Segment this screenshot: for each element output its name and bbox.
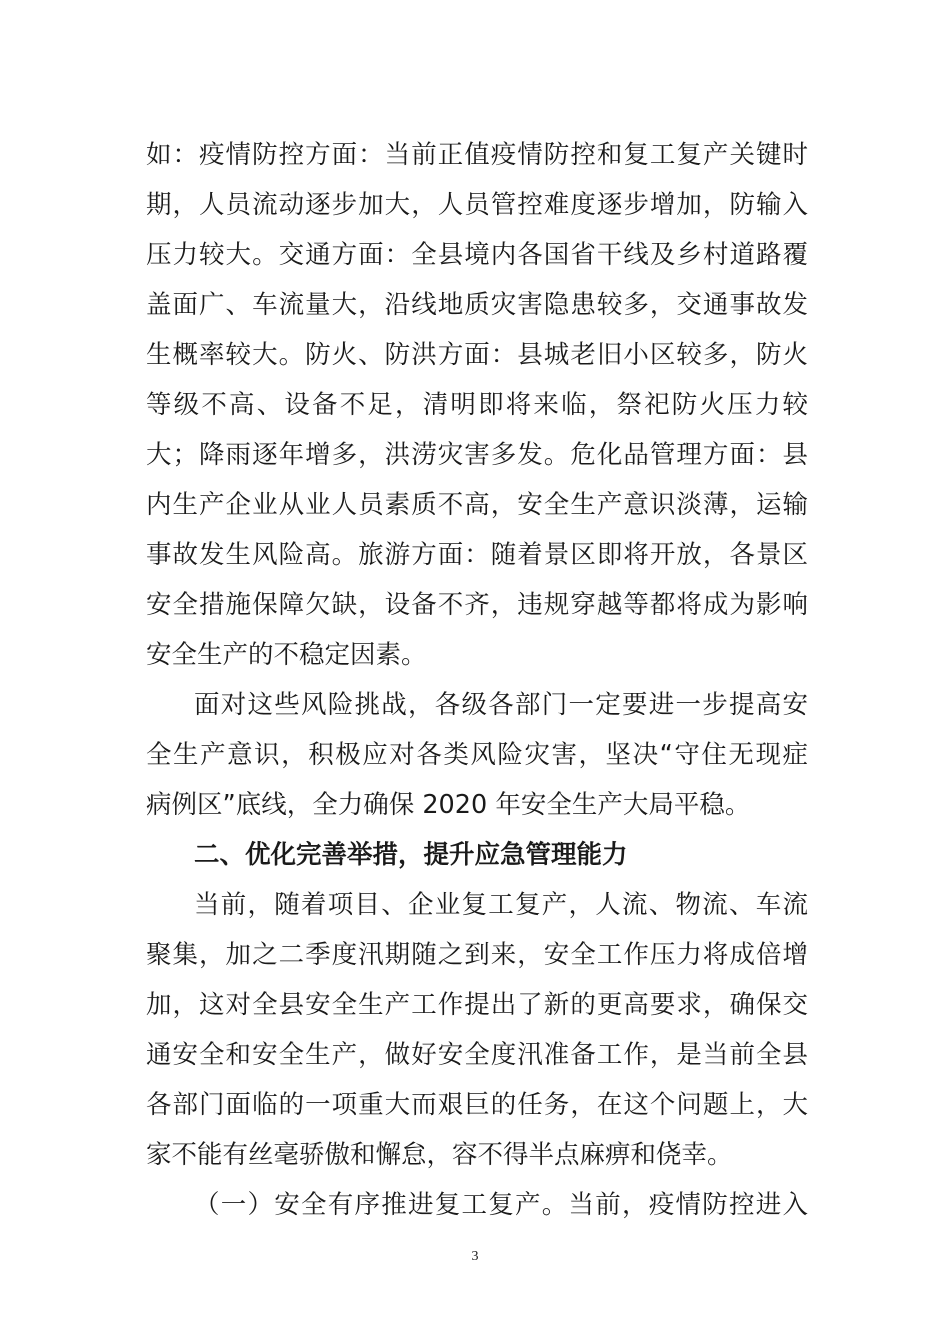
body-text-line: 等级不高、设备不足，清明即将来临，祭祀防火压力较: [146, 390, 808, 420]
body-text-line: 家不能有丝毫骄傲和懈怠，容不得半点麻痹和侥幸。: [146, 1140, 733, 1170]
body-text-line: 安全措施保障欠缺，设备不齐，违规穿越等都将成为影响: [146, 590, 808, 620]
body-text-line: 盖面广、车流量大，沿线地质灾害隐患较多，交通事故发: [146, 290, 808, 320]
body-text-line: 大；降雨逐年增多，洪涝灾害多发。危化品管理方面：县: [146, 440, 808, 470]
body-text-line: 病例区”底线，全力确保 2020 年安全生产大局平稳。: [146, 790, 751, 820]
section-heading: 二、优化完善举措，提升应急管理能力: [194, 840, 628, 870]
body-text-line: 各部门面临的一项重大而艰巨的任务，在这个问题上，大: [146, 1090, 808, 1120]
body-text-line: 通安全和安全生产，做好安全度汛准备工作，是当前全县: [146, 1040, 808, 1070]
body-text-line: 加，这对全县安全生产工作提出了新的更高要求，确保交: [146, 990, 808, 1020]
body-text-line: 内生产企业从业人员素质不高，安全生产意识淡薄，运输: [146, 490, 808, 520]
body-text-line: 期，人员流动逐步加大，人员管控难度逐步增加，防输入: [146, 190, 808, 220]
body-text-line: 压力较大。交通方面：全县境内各国省干线及乡村道路覆: [146, 240, 808, 270]
body-text-line: 生概率较大。防火、防洪方面：县城老旧小区较多，防火: [146, 340, 808, 370]
body-text-line: 事故发生风险高。旅游方面：随着景区即将开放，各景区: [146, 540, 808, 570]
paragraph-first-line: 当前，随着项目、企业复工复产，人流、物流、车流: [194, 890, 808, 920]
body-text-line: 如：疫情防控方面：当前正值疫情防控和复工复产关键时: [146, 140, 808, 170]
body-text-line: 安全生产的不稳定因素。: [146, 640, 427, 670]
paragraph-first-line: 面对这些风险挑战，各级各部门一定要进一步提高安: [194, 690, 808, 720]
page-number: 3: [471, 1249, 479, 1264]
body-text-line: 全生产意识，积极应对各类风险灾害，坚决“守住无现症: [146, 740, 808, 770]
body-text-line: 聚集，加之二季度汛期随之到来，安全工作压力将成倍增: [146, 940, 808, 970]
paragraph-first-line: （一）安全有序推进复工复产。当前，疫情防控进入: [194, 1190, 808, 1220]
